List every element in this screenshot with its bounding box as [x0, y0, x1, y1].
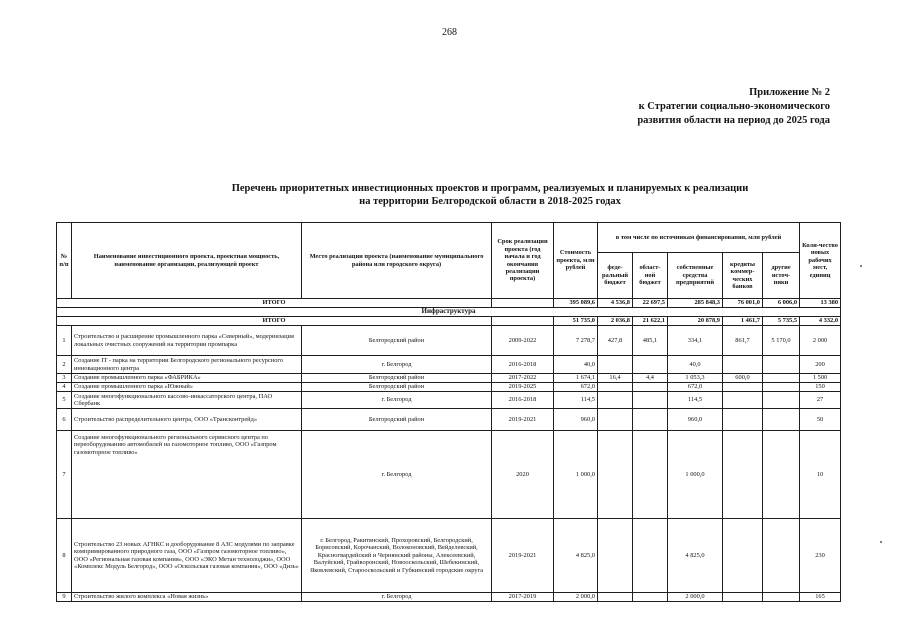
- grand-total-label: ИТОГО: [57, 299, 492, 308]
- row-jobs: 10: [800, 431, 841, 519]
- row-num: 8: [57, 519, 72, 593]
- table-row: [57, 383, 841, 392]
- row-place: г. Белгород: [302, 431, 492, 519]
- category-total-federal: 2 036,8: [598, 317, 633, 326]
- row-num: 1: [57, 326, 72, 356]
- row-cost: 1 000,0: [554, 431, 598, 519]
- row-cost: 114,5: [554, 392, 598, 409]
- grand-total-credits: 76 001,0: [723, 299, 763, 308]
- category-total-credits: 1 461,7: [723, 317, 763, 326]
- category-total-cost: 51 735,0: [554, 317, 598, 326]
- header-num: № п/п: [57, 223, 72, 299]
- row-jobs: 165: [800, 593, 841, 602]
- header-name: Наименование инвестиционного проекта, проектная мощность, наименование организации, реализующей проект: [72, 223, 302, 299]
- category-total-regional: 21 622,1: [633, 317, 668, 326]
- row-place: г. Белгород, Ракитянский, Прохоровский, Белгородский, Борисовский, Корочанский, Волоконовский, Вейделевский, Красногвардейский и Чернянский районы, Алексеевский, Валуйский, Грайворонский, Новооскольский, Шебекинский, Яковлевский, Старооскольский и Губкинский городские округа: [302, 519, 492, 593]
- header-sources-group: в том числе по источникам финансирования, млн рублей: [598, 223, 800, 253]
- row-other: [763, 374, 800, 383]
- row-federal: [598, 519, 633, 593]
- header-credits: кредиты коммер-ческих банков: [723, 253, 763, 299]
- row-regional: 4,4: [633, 374, 668, 383]
- scan-speck: [860, 265, 862, 267]
- row-place: Белгородский район: [302, 409, 492, 431]
- row-other: [763, 383, 800, 392]
- row-credits: [723, 356, 763, 374]
- row-own: 2 000,0: [668, 593, 723, 602]
- row-regional: [633, 409, 668, 431]
- row-federal: [598, 392, 633, 409]
- row-credits: 861,7: [723, 326, 763, 356]
- appendix-line-3: развития области на период до 2025 года: [637, 115, 830, 126]
- grand-total-other: 6 006,0: [763, 299, 800, 308]
- row-place: г. Белгород: [302, 356, 492, 374]
- row-cost: 1 674,1: [554, 374, 598, 383]
- row-credits: [723, 409, 763, 431]
- projects-table: [56, 222, 841, 602]
- row-project-name: Создание IT - парка на территории Белгородского регионального ресурсного инновационного центра: [72, 356, 302, 374]
- category-row: [57, 308, 841, 317]
- row-period: 2019-2021: [492, 519, 554, 593]
- document-title-line-2: на территории Белгородской области в 2018-2025 годах: [359, 196, 621, 207]
- row-period: 2016-2018: [492, 392, 554, 409]
- table-row: [57, 326, 841, 356]
- row-project-name: Строительство и расширение промышленного парка «Северный», модернизация локальных очистных сооружений на территории промпарка: [72, 326, 302, 356]
- grand-total-row: [57, 299, 841, 308]
- row-project-name: Создание промышленного парка «ФАБРИКА»: [72, 374, 302, 383]
- row-own: 672,0: [668, 383, 723, 392]
- header-own: собственные средства предприятий: [668, 253, 723, 299]
- row-project-name: Строительство распределительного центра, ООО «Трансконтрейд»: [72, 409, 302, 431]
- row-jobs: 150: [800, 383, 841, 392]
- row-other: [763, 356, 800, 374]
- row-federal: [598, 383, 633, 392]
- row-cost: 672,0: [554, 383, 598, 392]
- page-number: 268: [442, 27, 457, 38]
- row-federal: [598, 356, 633, 374]
- document-title: [120, 182, 860, 208]
- row-other: [763, 431, 800, 519]
- table-row: [57, 356, 841, 374]
- row-place: Белгородский район: [302, 326, 492, 356]
- header-period: Срок реализации проекта (год начала и год окончания реализации проекта): [492, 223, 554, 299]
- table-row: [57, 431, 841, 519]
- row-period: 2009-2022: [492, 326, 554, 356]
- row-own: 114,5: [668, 392, 723, 409]
- row-federal: 427,8: [598, 326, 633, 356]
- grand-total-jobs: 13 380: [800, 299, 841, 308]
- scan-speck: [880, 541, 882, 543]
- row-jobs: 200: [800, 356, 841, 374]
- row-place: г. Белгород: [302, 392, 492, 409]
- row-federal: 16,4: [598, 374, 633, 383]
- grand-total-federal: 4 536,8: [598, 299, 633, 308]
- row-num: 4: [57, 383, 72, 392]
- row-credits: [723, 431, 763, 519]
- row-project-name: Строительство 23 новых АГНКС и дооборудование 8 АЗС модулями по заправке компримированного природного газа, ООО «Газпром газомоторное топливо», ООО «Региональная газовая компания», ООО «ЭКО Метан технолоджи», ООО «Комплекс Модуль Белгород», ООО «Оскольская газовая компания», ООО «Дизь»: [72, 519, 302, 593]
- appendix-header: [637, 86, 830, 128]
- row-own: 40,0: [668, 356, 723, 374]
- row-federal: [598, 409, 633, 431]
- header-place: Место реализации проекта (наименование муниципального района или городского округа): [302, 223, 492, 299]
- table-row: [57, 519, 841, 593]
- row-regional: 485,1: [633, 326, 668, 356]
- row-own: 1 000,0: [668, 431, 723, 519]
- row-period: 2017-2019: [492, 593, 554, 602]
- row-regional: [633, 593, 668, 602]
- appendix-line-2: к Стратегии социально-экономического: [638, 101, 830, 112]
- row-regional: [633, 383, 668, 392]
- category-total-jobs: 4 332,0: [800, 317, 841, 326]
- header-federal: феде-ральный бюджет: [598, 253, 633, 299]
- row-other: [763, 392, 800, 409]
- row-place: Белгородский район: [302, 374, 492, 383]
- category-total-row: [57, 317, 841, 326]
- row-jobs: 230: [800, 519, 841, 593]
- row-regional: [633, 431, 668, 519]
- row-cost: 7 278,7: [554, 326, 598, 356]
- row-regional: [633, 392, 668, 409]
- category-name: Инфраструктура: [57, 308, 841, 317]
- row-num: 9: [57, 593, 72, 602]
- row-credits: 600,0: [723, 374, 763, 383]
- row-project-name: Создание многофункционального регионального сервисного центра по переоборудованию автомобилей на газомоторное топливо, ООО «Газпром газомоторное топливо»: [72, 431, 302, 519]
- row-place: г. Белгород: [302, 593, 492, 602]
- row-jobs: 50: [800, 409, 841, 431]
- row-federal: [598, 431, 633, 519]
- table-row: [57, 593, 841, 602]
- grand-total-own: 285 848,3: [668, 299, 723, 308]
- category-total-own: 20 878,9: [668, 317, 723, 326]
- row-project-name: Строительство жилого комплекса «Новая жизнь»: [72, 593, 302, 602]
- category-total-other: 5 735,5: [763, 317, 800, 326]
- row-credits: [723, 383, 763, 392]
- row-cost: 960,0: [554, 409, 598, 431]
- row-cost: 40,0: [554, 356, 598, 374]
- row-place: Белгородский район: [302, 383, 492, 392]
- row-credits: [723, 392, 763, 409]
- table-row: [57, 409, 841, 431]
- row-period: 2017-2022: [492, 374, 554, 383]
- table-row: [57, 392, 841, 409]
- row-period: 2019-2021: [492, 409, 554, 431]
- header-regional: област-ной бюджет: [633, 253, 668, 299]
- row-own: 1 053,3: [668, 374, 723, 383]
- row-own: 334,1: [668, 326, 723, 356]
- row-other: [763, 593, 800, 602]
- row-regional: [633, 356, 668, 374]
- row-num: 2: [57, 356, 72, 374]
- header-cost: Стоимость проекта, млн рублей: [554, 223, 598, 299]
- row-jobs: 2 000: [800, 326, 841, 356]
- row-regional: [633, 519, 668, 593]
- grand-total-regional: 22 697,5: [633, 299, 668, 308]
- grand-total-cost: 395 089,6: [554, 299, 598, 308]
- row-credits: [723, 593, 763, 602]
- header-other: другие источ-ники: [763, 253, 800, 299]
- row-other: [763, 519, 800, 593]
- row-federal: [598, 593, 633, 602]
- row-project-name: Создание многофункционального кассово-инкассаторского центра, ПАО Сбербанк: [72, 392, 302, 409]
- row-cost: 2 000,0: [554, 593, 598, 602]
- row-own: 4 825,0: [668, 519, 723, 593]
- row-other: [763, 409, 800, 431]
- row-period: 2019-2025: [492, 383, 554, 392]
- row-period: 2020: [492, 431, 554, 519]
- row-own: 960,0: [668, 409, 723, 431]
- document-title-line-1: Перечень приоритетных инвестиционных проектов и программ, реализуемых и планируемых к реализации: [231, 183, 749, 194]
- row-other: 5 170,0: [763, 326, 800, 356]
- row-cost: 4 825,0: [554, 519, 598, 593]
- row-num: 6: [57, 409, 72, 431]
- row-num: 5: [57, 392, 72, 409]
- appendix-line-1: Приложение № 2: [749, 87, 830, 98]
- category-total-label: ИТОГО: [57, 317, 492, 326]
- row-credits: [723, 519, 763, 593]
- row-jobs: 1 500: [800, 374, 841, 383]
- header-jobs: Коли-чество новых рабочих мест, единиц: [800, 223, 841, 299]
- row-num: 3: [57, 374, 72, 383]
- row-period: 2016-2018: [492, 356, 554, 374]
- row-jobs: 27: [800, 392, 841, 409]
- row-project-name: Создание промышленного парка «Южный»: [72, 383, 302, 392]
- row-num: 7: [57, 431, 72, 519]
- table-row: [57, 374, 841, 383]
